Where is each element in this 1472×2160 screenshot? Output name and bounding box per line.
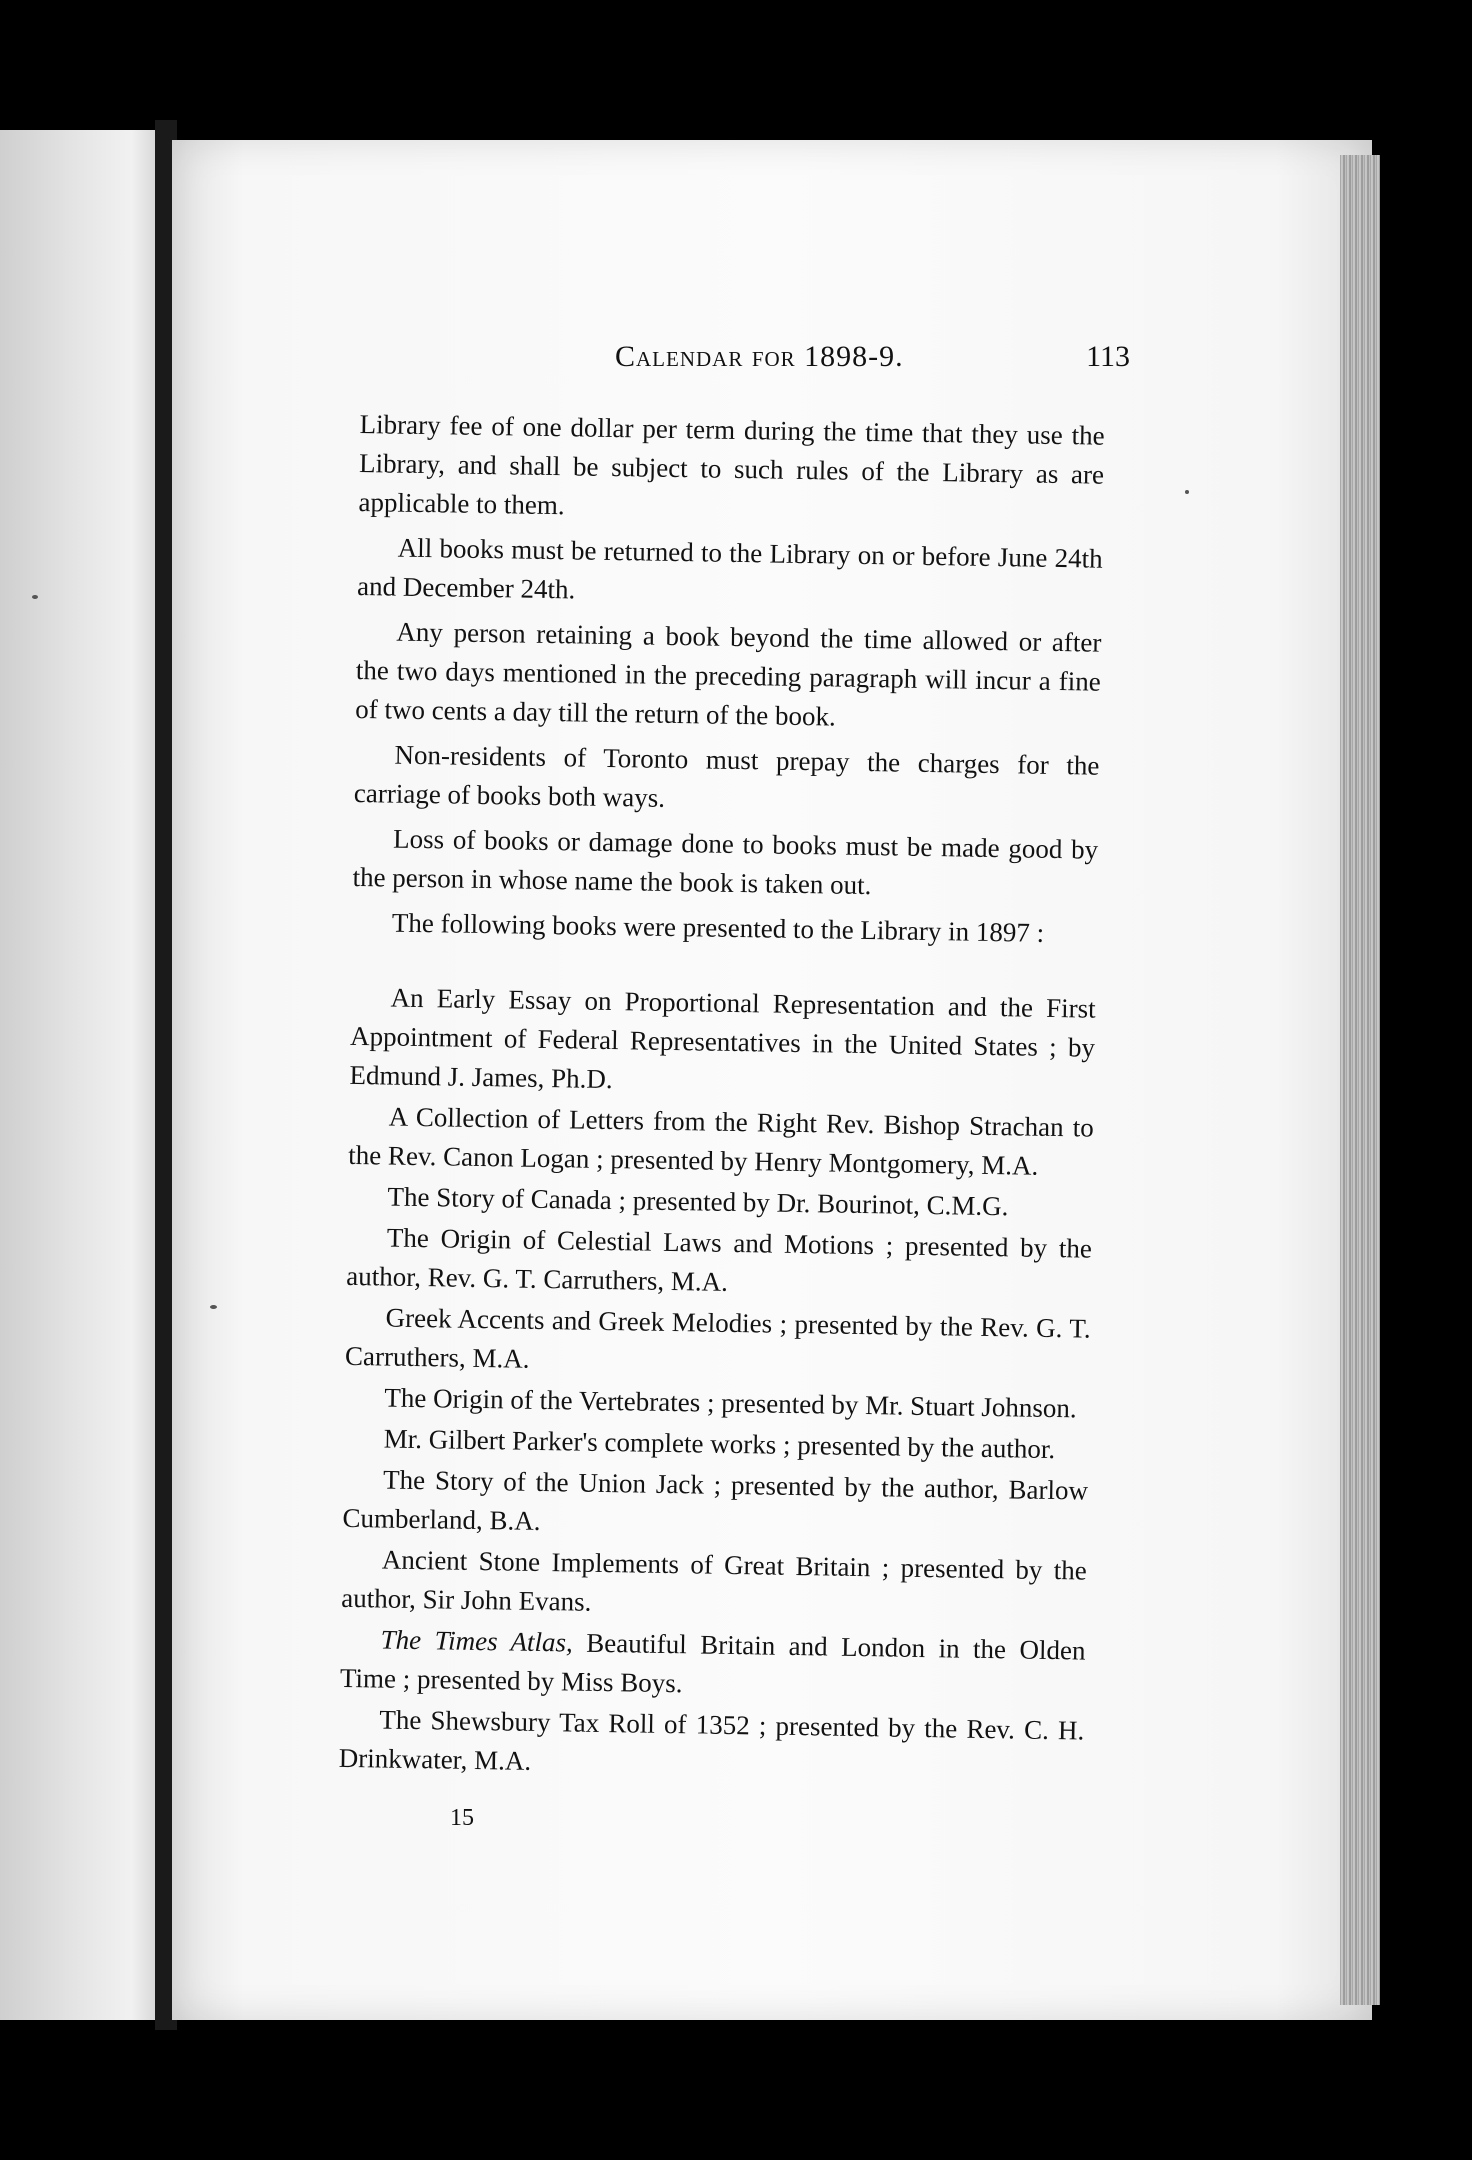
- book-entry: Ancient Stone Implements of Great Britain ; presented by the author, Sir John Evans.: [341, 1544, 1088, 1617]
- book-entry: A Collection of Letters from the Right Rev. Bishop Strachan to the Rev. Canon Logan ; presented by Henry Montgomery, M.A.: [347, 1101, 1094, 1181]
- paragraph: Any person retaining a book beyond the time allowed or after the two days mentioned in the preceding paragraph will incur a fine of two cents a day till the return of the book.: [354, 616, 1102, 732]
- book-entry: Greek Accents and Greek Melodies ; presented by the Rev. G. T. Carruthers, M.A.: [344, 1302, 1091, 1374]
- book-entry: The Origin of Celestial Laws and Motions ; presented by the author, Rev. G. T. Carruthers, M.A.: [346, 1222, 1093, 1297]
- body-text: [338, 405, 1105, 1792]
- paragraph: All books must be returned to the Library on or before June 24th and December 24th.: [356, 532, 1103, 605]
- paragraph: Non-residents of Toronto must prepay the charges for the carriage of books both ways.: [353, 739, 1100, 813]
- book-entry: An Early Essay on Proportional Representation and the First Appointment of Federal Representatives in the United States ; by Edmund J. James, Ph.D.: [349, 982, 1096, 1095]
- speck: [210, 1305, 217, 1309]
- running-title: Calendar for 1898-9.: [615, 340, 904, 373]
- book-entry-text: Beautiful Britain and London in the Olden Time ; presented by Miss Boys.: [339, 1627, 1086, 1699]
- running-header: [590, 340, 1130, 390]
- book-list: [338, 978, 1095, 1790]
- book-title-italic: The Times Atlas,: [380, 1624, 574, 1658]
- speck: [1185, 490, 1189, 494]
- speck: [32, 595, 38, 599]
- book-entry: Mr. Gilbert Parker's complete works ; presented by the author.: [383, 1423, 1056, 1465]
- signature-mark: 15: [450, 1805, 474, 1831]
- book-entry: The Shewsbury Tax Roll of 1352 ; presented by the Rev. C. H. Drinkwater, M.A.: [338, 1704, 1085, 1776]
- book-entry: The Origin of the Vertebrates ; presented by Mr. Stuart Johnson.: [384, 1382, 1077, 1424]
- paragraph: Loss of books or damage done to books must be made good by the person in whose name the book is taken out.: [352, 823, 1099, 901]
- book-entry: The Story of Canada ; presented by Dr. Bourinot, C.M.G.: [387, 1181, 1009, 1222]
- page-number: 113: [1086, 340, 1130, 373]
- book-entry: The Story of the Union Jack ; presented by the author, Barlow Cumberland, B.A.: [342, 1464, 1089, 1536]
- book-entry: [340, 1620, 1086, 1710]
- page-edges: [1340, 155, 1380, 2005]
- paragraph: The following books were presented to the Library in 1897 :: [391, 907, 1045, 948]
- paragraph: Library fee of one dollar per term during the time that they use the Library, and shall be subject to such rules of the Library as are applicable to them.: [358, 408, 1105, 521]
- previous-page-edge: [0, 130, 155, 2020]
